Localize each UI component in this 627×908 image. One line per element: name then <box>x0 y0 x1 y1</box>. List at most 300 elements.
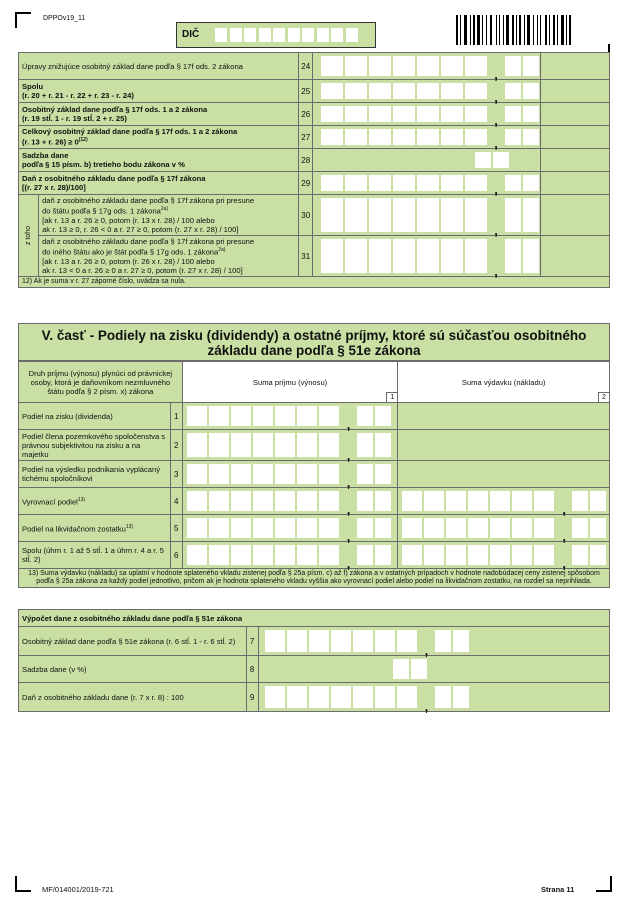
note-row <box>19 569 610 588</box>
digit-cell[interactable] <box>319 518 339 538</box>
digit-cell[interactable] <box>446 518 466 538</box>
decimal-comma: , <box>346 502 351 517</box>
digit-cell[interactable] <box>468 491 488 511</box>
digit-cell[interactable] <box>309 686 329 708</box>
digit-cell[interactable] <box>393 198 415 232</box>
digit-cell[interactable] <box>187 406 207 426</box>
digit-cell[interactable] <box>465 106 487 122</box>
digit-cell[interactable] <box>265 630 285 652</box>
digit-cell[interactable] <box>493 152 509 168</box>
row-number: 27 <box>299 126 313 149</box>
footer-code: MF/014001/2019-721 <box>42 885 114 894</box>
form-row <box>19 126 610 149</box>
digit-cell[interactable] <box>345 198 367 232</box>
barcode-bar <box>477 15 480 45</box>
amount-input[interactable] <box>313 53 540 82</box>
barcode-bar <box>512 15 514 45</box>
digit-cell[interactable] <box>523 175 539 191</box>
digit-cell[interactable] <box>253 433 273 457</box>
decimal-comma: , <box>494 67 498 82</box>
row-number: 28 <box>299 149 313 172</box>
digit-cell[interactable] <box>297 464 317 484</box>
corner-mark-top-left <box>15 12 31 28</box>
row-number: 24 <box>299 53 313 80</box>
z-toho-label <box>19 195 39 277</box>
digit-cell[interactable] <box>345 129 367 145</box>
barcode-bar <box>527 15 530 45</box>
digit-cell[interactable] <box>209 545 229 565</box>
digit-cell[interactable] <box>321 129 343 145</box>
digit-cell[interactable] <box>187 464 207 484</box>
value-cell <box>258 656 609 683</box>
digit-cell[interactable] <box>468 545 488 565</box>
digit-cell[interactable] <box>319 406 339 426</box>
digit-cell[interactable] <box>465 175 487 191</box>
digit-cell[interactable] <box>231 545 251 565</box>
digit-cell[interactable] <box>402 545 422 565</box>
barcode-bar <box>490 15 492 45</box>
digit-cell[interactable] <box>297 433 317 457</box>
digit-cell[interactable] <box>397 630 417 652</box>
dic-digit[interactable] <box>317 28 329 42</box>
digit-cell[interactable] <box>187 491 207 511</box>
digit-cell[interactable] <box>297 491 317 511</box>
amount-input[interactable] <box>398 488 609 517</box>
digit-cell[interactable] <box>357 545 373 565</box>
digit-cell[interactable] <box>402 491 422 511</box>
digit-cell[interactable] <box>345 239 367 273</box>
digit-cell[interactable] <box>523 239 539 273</box>
digit-cell[interactable] <box>231 491 251 511</box>
row-line: [ak r. 13 a r. 26 ≥ 0, potom (r. 13 x r. 28) / 100 alebo <box>42 215 215 225</box>
digit-cell[interactable] <box>353 630 373 652</box>
row-number: 29 <box>299 172 313 195</box>
digit-cell[interactable] <box>424 518 444 538</box>
digit-cell[interactable] <box>441 56 463 76</box>
digit-cell[interactable] <box>417 56 439 76</box>
digit-cell[interactable] <box>490 545 510 565</box>
row-label <box>19 542 171 569</box>
section-v-column-header <box>19 362 610 403</box>
form-code: DPPOv19_11 <box>43 15 86 22</box>
amount-input[interactable] <box>183 542 398 571</box>
decimal-comma: , <box>494 113 498 128</box>
barcode-bar <box>506 15 509 45</box>
row-label <box>19 80 299 103</box>
form-row <box>19 172 610 195</box>
dic-digit[interactable] <box>230 28 242 42</box>
value-cell-col1 <box>182 403 398 430</box>
barcode-bar <box>486 15 487 45</box>
barcode-bar <box>519 15 521 45</box>
row-formula: (r. 13 + r. $26) \ge 0^{(12)}$ <box>22 137 88 147</box>
row-title: Podiel na výsledku podnikania vyplácaný tichému spoločníkovi <box>22 465 161 483</box>
digit-cell[interactable] <box>187 433 207 457</box>
calc-title-row <box>19 610 610 627</box>
digit-cell[interactable] <box>265 686 285 708</box>
amount-input[interactable] <box>398 542 609 571</box>
digit-cell[interactable] <box>369 83 391 99</box>
value-cell <box>313 53 541 80</box>
digit-cell[interactable] <box>505 106 521 122</box>
amount-input[interactable] <box>313 195 540 238</box>
digit-cell[interactable] <box>441 106 463 122</box>
digit-cell[interactable] <box>424 491 444 511</box>
digit-cell[interactable] <box>275 433 295 457</box>
row-label <box>19 488 171 515</box>
blank-cell <box>541 149 610 172</box>
digit-cell[interactable] <box>446 545 466 565</box>
digit-cell[interactable] <box>523 106 539 122</box>
digit-cell[interactable] <box>331 686 351 708</box>
digit-cell[interactable] <box>465 56 487 76</box>
digit-cell[interactable] <box>393 129 415 145</box>
digit-cell[interactable] <box>441 175 463 191</box>
digit-cell[interactable] <box>275 464 295 484</box>
amount-input[interactable] <box>313 236 540 279</box>
footnote-ref: 2a) <box>160 206 169 213</box>
value-cell-col1 <box>182 430 398 461</box>
footnote-ref: (12) <box>78 137 88 144</box>
digit-cell[interactable] <box>402 518 422 538</box>
row-title: Sadzba dane <box>22 151 69 160</box>
digit-cell[interactable] <box>505 129 521 145</box>
decimal-comma: , <box>346 529 351 544</box>
value-cell <box>313 149 541 172</box>
digit-cell[interactable] <box>490 518 510 538</box>
digit-cell[interactable] <box>209 518 229 538</box>
digit-cell[interactable] <box>590 545 606 565</box>
digit-cell[interactable] <box>465 129 487 145</box>
digit-cell[interactable] <box>505 56 521 76</box>
digit-cell[interactable] <box>523 198 539 232</box>
amount-input[interactable] <box>313 172 540 197</box>
digit-cell[interactable] <box>345 56 367 76</box>
form-row <box>19 656 610 683</box>
row-line: do iného štátu ako je štát podľa § 17g ods. 1 zákona$^{2a)}$ <box>42 247 226 257</box>
amount-input[interactable] <box>259 627 609 658</box>
digit-cell[interactable] <box>253 491 273 511</box>
digit-cell[interactable] <box>393 659 409 679</box>
row-number: 30 <box>299 195 313 236</box>
digit-cell[interactable] <box>393 83 415 99</box>
blank-cell <box>541 53 610 80</box>
value-cell <box>258 683 609 712</box>
digit-cell[interactable] <box>369 56 391 76</box>
digit-cell[interactable] <box>465 83 487 99</box>
digit-cell[interactable] <box>287 630 307 652</box>
digit-cell[interactable] <box>475 152 491 168</box>
digit-cell[interactable] <box>590 491 606 511</box>
digit-cell[interactable] <box>512 518 532 538</box>
form-row <box>19 53 610 80</box>
digit-cell[interactable] <box>505 239 521 273</box>
dic-digit[interactable] <box>273 28 285 42</box>
decimal-comma: , <box>346 448 351 463</box>
digit-cell[interactable] <box>369 239 391 273</box>
digit-cell[interactable] <box>187 518 207 538</box>
digit-cell[interactable] <box>435 630 451 652</box>
digit-cell[interactable] <box>275 518 295 538</box>
value-cell-col1 <box>182 488 398 515</box>
digit-cell[interactable] <box>369 198 391 232</box>
digit-cell[interactable] <box>505 175 521 191</box>
form-row <box>19 683 610 712</box>
digit-cell[interactable] <box>441 198 463 232</box>
digit-cell[interactable] <box>375 518 391 538</box>
digit-cell[interactable] <box>453 630 469 652</box>
digit-cell[interactable] <box>417 106 439 122</box>
row-line: daň z osobitného základu dane podľa § 17f zákona pri presune <box>42 196 255 206</box>
amount-input[interactable] <box>183 461 398 490</box>
corner-mark-bottom-right <box>596 876 612 892</box>
digit-cell[interactable] <box>369 129 391 145</box>
corner-mark-bottom-left <box>15 876 31 892</box>
digit-cell[interactable] <box>287 686 307 708</box>
value-cell <box>313 195 541 236</box>
digit-cell[interactable] <box>523 83 539 99</box>
digit-cell[interactable] <box>357 491 373 511</box>
digit-cell[interactable] <box>357 406 373 426</box>
digit-cell[interactable] <box>375 630 395 652</box>
digit-cell[interactable] <box>512 491 532 511</box>
decimal-comma: , <box>494 136 498 151</box>
digit-cell[interactable] <box>375 545 391 565</box>
amount-input[interactable] <box>313 103 540 128</box>
digit-cell[interactable] <box>319 464 339 484</box>
digit-cell[interactable] <box>209 406 229 426</box>
row-label <box>19 172 299 195</box>
amount-input[interactable] <box>313 80 540 105</box>
barcode-bar <box>561 15 564 45</box>
digit-cell[interactable] <box>393 175 415 191</box>
amount-input[interactable] <box>313 149 540 171</box>
decimal-comma: , <box>494 264 498 279</box>
row-number: 4 <box>170 488 182 515</box>
digit-cell[interactable] <box>505 83 521 99</box>
digit-cell[interactable] <box>369 106 391 122</box>
digit-cell[interactable] <box>297 545 317 565</box>
column-1-title: Suma príjmu (výnosu) <box>252 377 328 387</box>
barcode-bar <box>549 15 550 45</box>
digit-cell[interactable] <box>321 56 343 76</box>
decimal-comma: , <box>494 182 498 197</box>
section-v-title: V. časť - Podiely na zisku (dividendy) a ostatné príjmy, ktoré sú súčasťou osobitného základu dane podľa § 51e zákona <box>41 328 587 358</box>
row-number: 5 <box>170 515 182 542</box>
row-label <box>19 461 171 488</box>
digit-cell[interactable] <box>417 198 439 232</box>
digit-cell[interactable] <box>321 239 343 273</box>
form-row <box>19 488 610 515</box>
digit-cell[interactable] <box>441 83 463 99</box>
amount-input[interactable] <box>398 515 609 544</box>
row-number: 3 <box>170 461 182 488</box>
digit-cell[interactable] <box>231 518 251 538</box>
digit-cell[interactable] <box>375 433 391 457</box>
blank-cell <box>541 126 610 149</box>
digit-cell[interactable] <box>441 129 463 145</box>
digit-cell[interactable] <box>411 659 427 679</box>
digit-cell[interactable] <box>231 464 251 484</box>
digit-cell[interactable] <box>393 106 415 122</box>
digit-cell[interactable] <box>465 198 487 232</box>
dic-digit[interactable] <box>331 28 343 42</box>
value-cell-col1 <box>182 461 398 488</box>
form-row <box>19 80 610 103</box>
dic-digit[interactable] <box>288 28 300 42</box>
amount-input[interactable] <box>313 126 540 151</box>
barcode <box>456 15 610 45</box>
digit-cell[interactable] <box>441 239 463 273</box>
barcode-bar <box>557 15 558 45</box>
digit-cell[interactable] <box>590 518 606 538</box>
digit-cell[interactable] <box>319 491 339 511</box>
digit-cell[interactable] <box>490 491 510 511</box>
dic-digit[interactable] <box>346 28 358 42</box>
blank-cell <box>541 103 610 126</box>
digit-cell[interactable] <box>417 83 439 99</box>
digit-cell[interactable] <box>253 406 273 426</box>
row-title: Spolu (úhrn r. 1 až 5 stĺ. 1 a úhrn r. 4 a r. 5 stĺ. 2) <box>22 546 164 564</box>
digit-cell[interactable] <box>417 239 439 273</box>
decimal-comma: , <box>424 643 429 658</box>
row-label <box>19 53 299 80</box>
digit-cell[interactable] <box>512 545 532 565</box>
digit-cell[interactable] <box>253 545 273 565</box>
digit-cell[interactable] <box>424 545 444 565</box>
digit-cell[interactable] <box>309 630 329 652</box>
blank-cell <box>541 236 610 277</box>
row-label <box>39 236 299 277</box>
value-cell <box>313 80 541 103</box>
decimal-comma: , <box>494 223 498 238</box>
digit-cell[interactable] <box>393 239 415 273</box>
digit-cell[interactable] <box>572 545 588 565</box>
digit-cell[interactable] <box>572 491 588 511</box>
amount-input[interactable] <box>259 656 609 682</box>
row-label <box>39 195 299 236</box>
form-row <box>19 542 610 569</box>
digit-cell[interactable] <box>465 239 487 273</box>
digit-cell[interactable] <box>572 518 588 538</box>
amount-input[interactable] <box>259 683 609 714</box>
digit-cell[interactable] <box>253 518 273 538</box>
dic-digit[interactable] <box>259 28 271 42</box>
row-title: Daň z osobitného základu dane podľa § 17f zákona <box>22 174 206 183</box>
digit-cell[interactable] <box>417 175 439 191</box>
dic-label: DIČ <box>182 29 200 40</box>
digit-cell[interactable] <box>275 491 295 511</box>
row-line: [ak r. 13 a r. 26 ≥ 0, potom (r. 26 x r. 28) / 100 alebo <box>42 256 215 266</box>
barcode-bar <box>482 15 483 45</box>
digit-cell[interactable] <box>345 106 367 122</box>
blank-cell <box>541 172 610 195</box>
digit-cell[interactable] <box>375 686 395 708</box>
digit-cell[interactable] <box>523 129 539 145</box>
barcode-bar <box>470 15 471 45</box>
digit-cell[interactable] <box>253 464 273 484</box>
barcode-bar <box>516 15 517 45</box>
dic-box <box>176 22 376 48</box>
digit-cell[interactable] <box>209 491 229 511</box>
digit-cell[interactable] <box>375 464 391 484</box>
digit-cell[interactable] <box>357 433 373 457</box>
digit-cell[interactable] <box>357 464 373 484</box>
digit-cell[interactable] <box>345 175 367 191</box>
dic-digit[interactable] <box>244 28 256 42</box>
digit-cell[interactable] <box>369 175 391 191</box>
barcode-bar <box>460 15 461 45</box>
form-row <box>19 627 610 656</box>
digit-cell[interactable] <box>319 545 339 565</box>
amount-input[interactable] <box>183 403 398 432</box>
row-title: Vyrovnací podiel <box>22 497 78 507</box>
digit-cell[interactable] <box>375 406 391 426</box>
digit-cell[interactable] <box>187 545 207 565</box>
digit-cell[interactable] <box>534 491 554 511</box>
barcode-bar <box>553 15 555 45</box>
digit-cell[interactable] <box>321 106 343 122</box>
dic-digit[interactable] <box>215 28 227 42</box>
digit-cell[interactable] <box>446 491 466 511</box>
page-number: Strana 11 <box>541 885 575 894</box>
digit-cell[interactable] <box>393 56 415 76</box>
digit-cell[interactable] <box>275 545 295 565</box>
digit-cell[interactable] <box>321 198 343 232</box>
digit-cell[interactable] <box>505 198 521 232</box>
section-v-table <box>18 361 610 588</box>
digit-cell[interactable] <box>331 630 351 652</box>
amount-input[interactable] <box>183 515 398 544</box>
digit-cell[interactable] <box>353 686 373 708</box>
amount-input[interactable] <box>183 430 398 463</box>
digit-cell[interactable] <box>319 433 339 457</box>
row-formula: [(r. 27 x r. 28)/100] <box>22 183 86 192</box>
digit-cell[interactable] <box>345 83 367 99</box>
digit-cell[interactable] <box>534 518 554 538</box>
form-row <box>19 236 610 277</box>
digit-cell[interactable] <box>468 518 488 538</box>
digit-cell[interactable] <box>417 129 439 145</box>
note-row <box>19 277 610 288</box>
digit-cell[interactable] <box>375 491 391 511</box>
digit-cell[interactable] <box>435 686 451 708</box>
row-title: Spolu <box>22 82 44 91</box>
digit-cell[interactable] <box>275 406 295 426</box>
dic-digit[interactable] <box>302 28 314 42</box>
digit-cell[interactable] <box>231 433 251 457</box>
digit-cell[interactable] <box>321 83 343 99</box>
form-row <box>19 403 610 430</box>
digit-cell[interactable] <box>397 686 417 708</box>
column-2-number: 2 <box>598 392 609 402</box>
digit-cell[interactable] <box>209 433 229 457</box>
digit-cell[interactable] <box>453 686 469 708</box>
digit-cell[interactable] <box>209 464 229 484</box>
digit-cell[interactable] <box>297 406 317 426</box>
digit-cell[interactable] <box>357 518 373 538</box>
digit-cell[interactable] <box>321 175 343 191</box>
digit-cell[interactable] <box>523 56 539 76</box>
amount-input[interactable] <box>183 488 398 517</box>
form-row <box>19 149 610 172</box>
decimal-comma: , <box>346 417 351 432</box>
row-line: ak r. 13 ≥ 0, r. 26 < 0 a r. 27 ≥ 0, potom (r. 27 x r. 28) / 100] <box>42 224 239 234</box>
digit-cell[interactable] <box>297 518 317 538</box>
digit-cell[interactable] <box>534 545 554 565</box>
digit-cell[interactable] <box>231 406 251 426</box>
row-line: ak r. 13 < 0 a r. 26 ≥ 0 a r. 27 ≥ 0, potom (r. 27 x r. 28) / 100] <box>42 265 243 275</box>
